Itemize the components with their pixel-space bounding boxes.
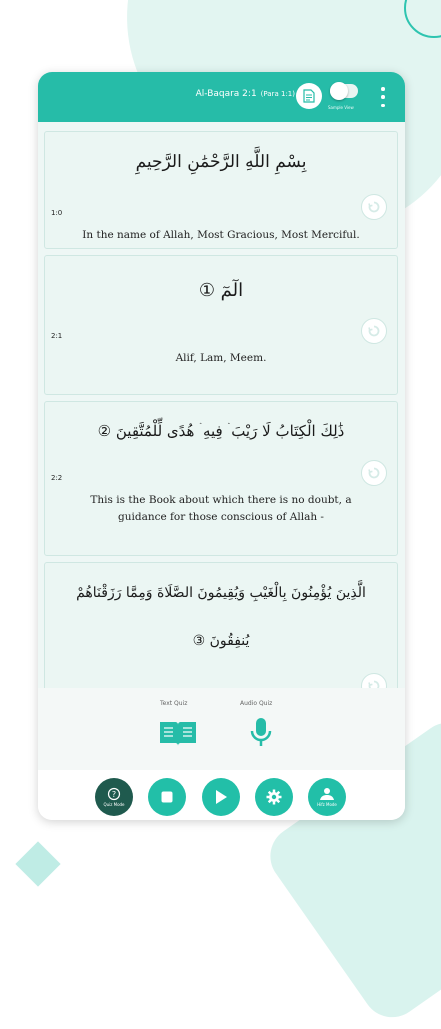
background-diamond <box>15 841 60 886</box>
verse-card[interactable] <box>44 401 398 556</box>
sample-view-toggle[interactable] <box>330 84 358 98</box>
verse-arabic: الَّذِينَ يُؤْمِنُونَ بِالْغَيْبِ وَيُقِيمُونَ الصَّلَاةَ وَمِمَّا رَزَقْنَاهُمْ <box>76 585 366 601</box>
page-title <box>38 89 295 99</box>
verse-arabic-line2: يُنفِقُونَ ③ <box>192 633 250 649</box>
replay-icon <box>367 200 381 214</box>
replay-button[interactable] <box>361 194 387 220</box>
quiz-mode-button[interactable] <box>95 778 133 816</box>
more-vert-icon[interactable] <box>380 87 386 107</box>
verse-arabic: بِسْمِ اللَّهِ الرَّحْمَٰنِ الرَّحِيمِ <box>135 152 307 172</box>
stop-button[interactable] <box>148 778 186 816</box>
verse-card[interactable] <box>44 562 398 688</box>
replay-button[interactable] <box>361 318 387 344</box>
gear-icon <box>266 789 282 805</box>
reader-icon <box>319 787 335 801</box>
verse-number: 2:2 <box>51 474 63 482</box>
hifz-mode-label: Hifz Mode <box>317 802 337 807</box>
verse-card[interactable] <box>44 131 398 249</box>
text-quiz-button[interactable] <box>158 718 198 748</box>
verse-translation: This is the Book about which there is no doubt, a guidance for those conscious of Allah - <box>90 494 352 523</box>
replay-icon <box>367 324 381 338</box>
verse-card[interactable] <box>44 255 398 395</box>
para-subtitle: (Para 1:1) <box>260 90 295 98</box>
bottom-nav <box>38 770 405 820</box>
app-header <box>38 72 405 122</box>
quiz-panel <box>38 688 405 770</box>
replay-icon <box>367 466 381 480</box>
verse-translation: Alif, Lam, Meem. <box>175 352 267 364</box>
surah-title: Al-Baqara 2:1 <box>195 89 257 99</box>
toggle-label: Sample View <box>328 105 354 110</box>
quiz-mode-label: Quiz Mode <box>103 802 125 807</box>
replay-button[interactable] <box>361 673 387 688</box>
verse-arabic: ذَٰلِكَ الْكِتَابُ لَا رَيْبَ ۛ فِيهِ ۛ هُدًى لِّلْمُتَّقِينَ ② <box>97 422 345 440</box>
phone-frame <box>38 72 405 820</box>
replay-button[interactable] <box>361 460 387 486</box>
audio-quiz-button[interactable] <box>248 716 274 750</box>
verse-arabic: الٓمٓ ① <box>198 280 244 301</box>
open-book-icon <box>158 718 198 748</box>
audio-quiz-label: Audio Quiz <box>240 700 273 707</box>
document-icon <box>303 89 315 103</box>
quiz-mode-icon <box>107 787 121 801</box>
verse-number: 1:0 <box>51 209 63 217</box>
hifz-mode-button[interactable] <box>308 778 346 816</box>
verse-translation: In the name of Allah, Most Gracious, Most Merciful. <box>82 229 360 241</box>
play-button[interactable] <box>202 778 240 816</box>
replay-icon <box>367 679 381 688</box>
verse-list[interactable] <box>38 122 405 688</box>
play-icon <box>214 789 228 805</box>
svg-text:?: ? <box>111 790 117 799</box>
verse-number: 2:1 <box>51 332 63 340</box>
settings-button[interactable] <box>255 778 293 816</box>
microphone-icon <box>248 716 274 750</box>
document-button[interactable] <box>296 83 322 109</box>
stop-icon <box>160 790 174 804</box>
text-quiz-label: Text Quiz <box>160 700 188 707</box>
